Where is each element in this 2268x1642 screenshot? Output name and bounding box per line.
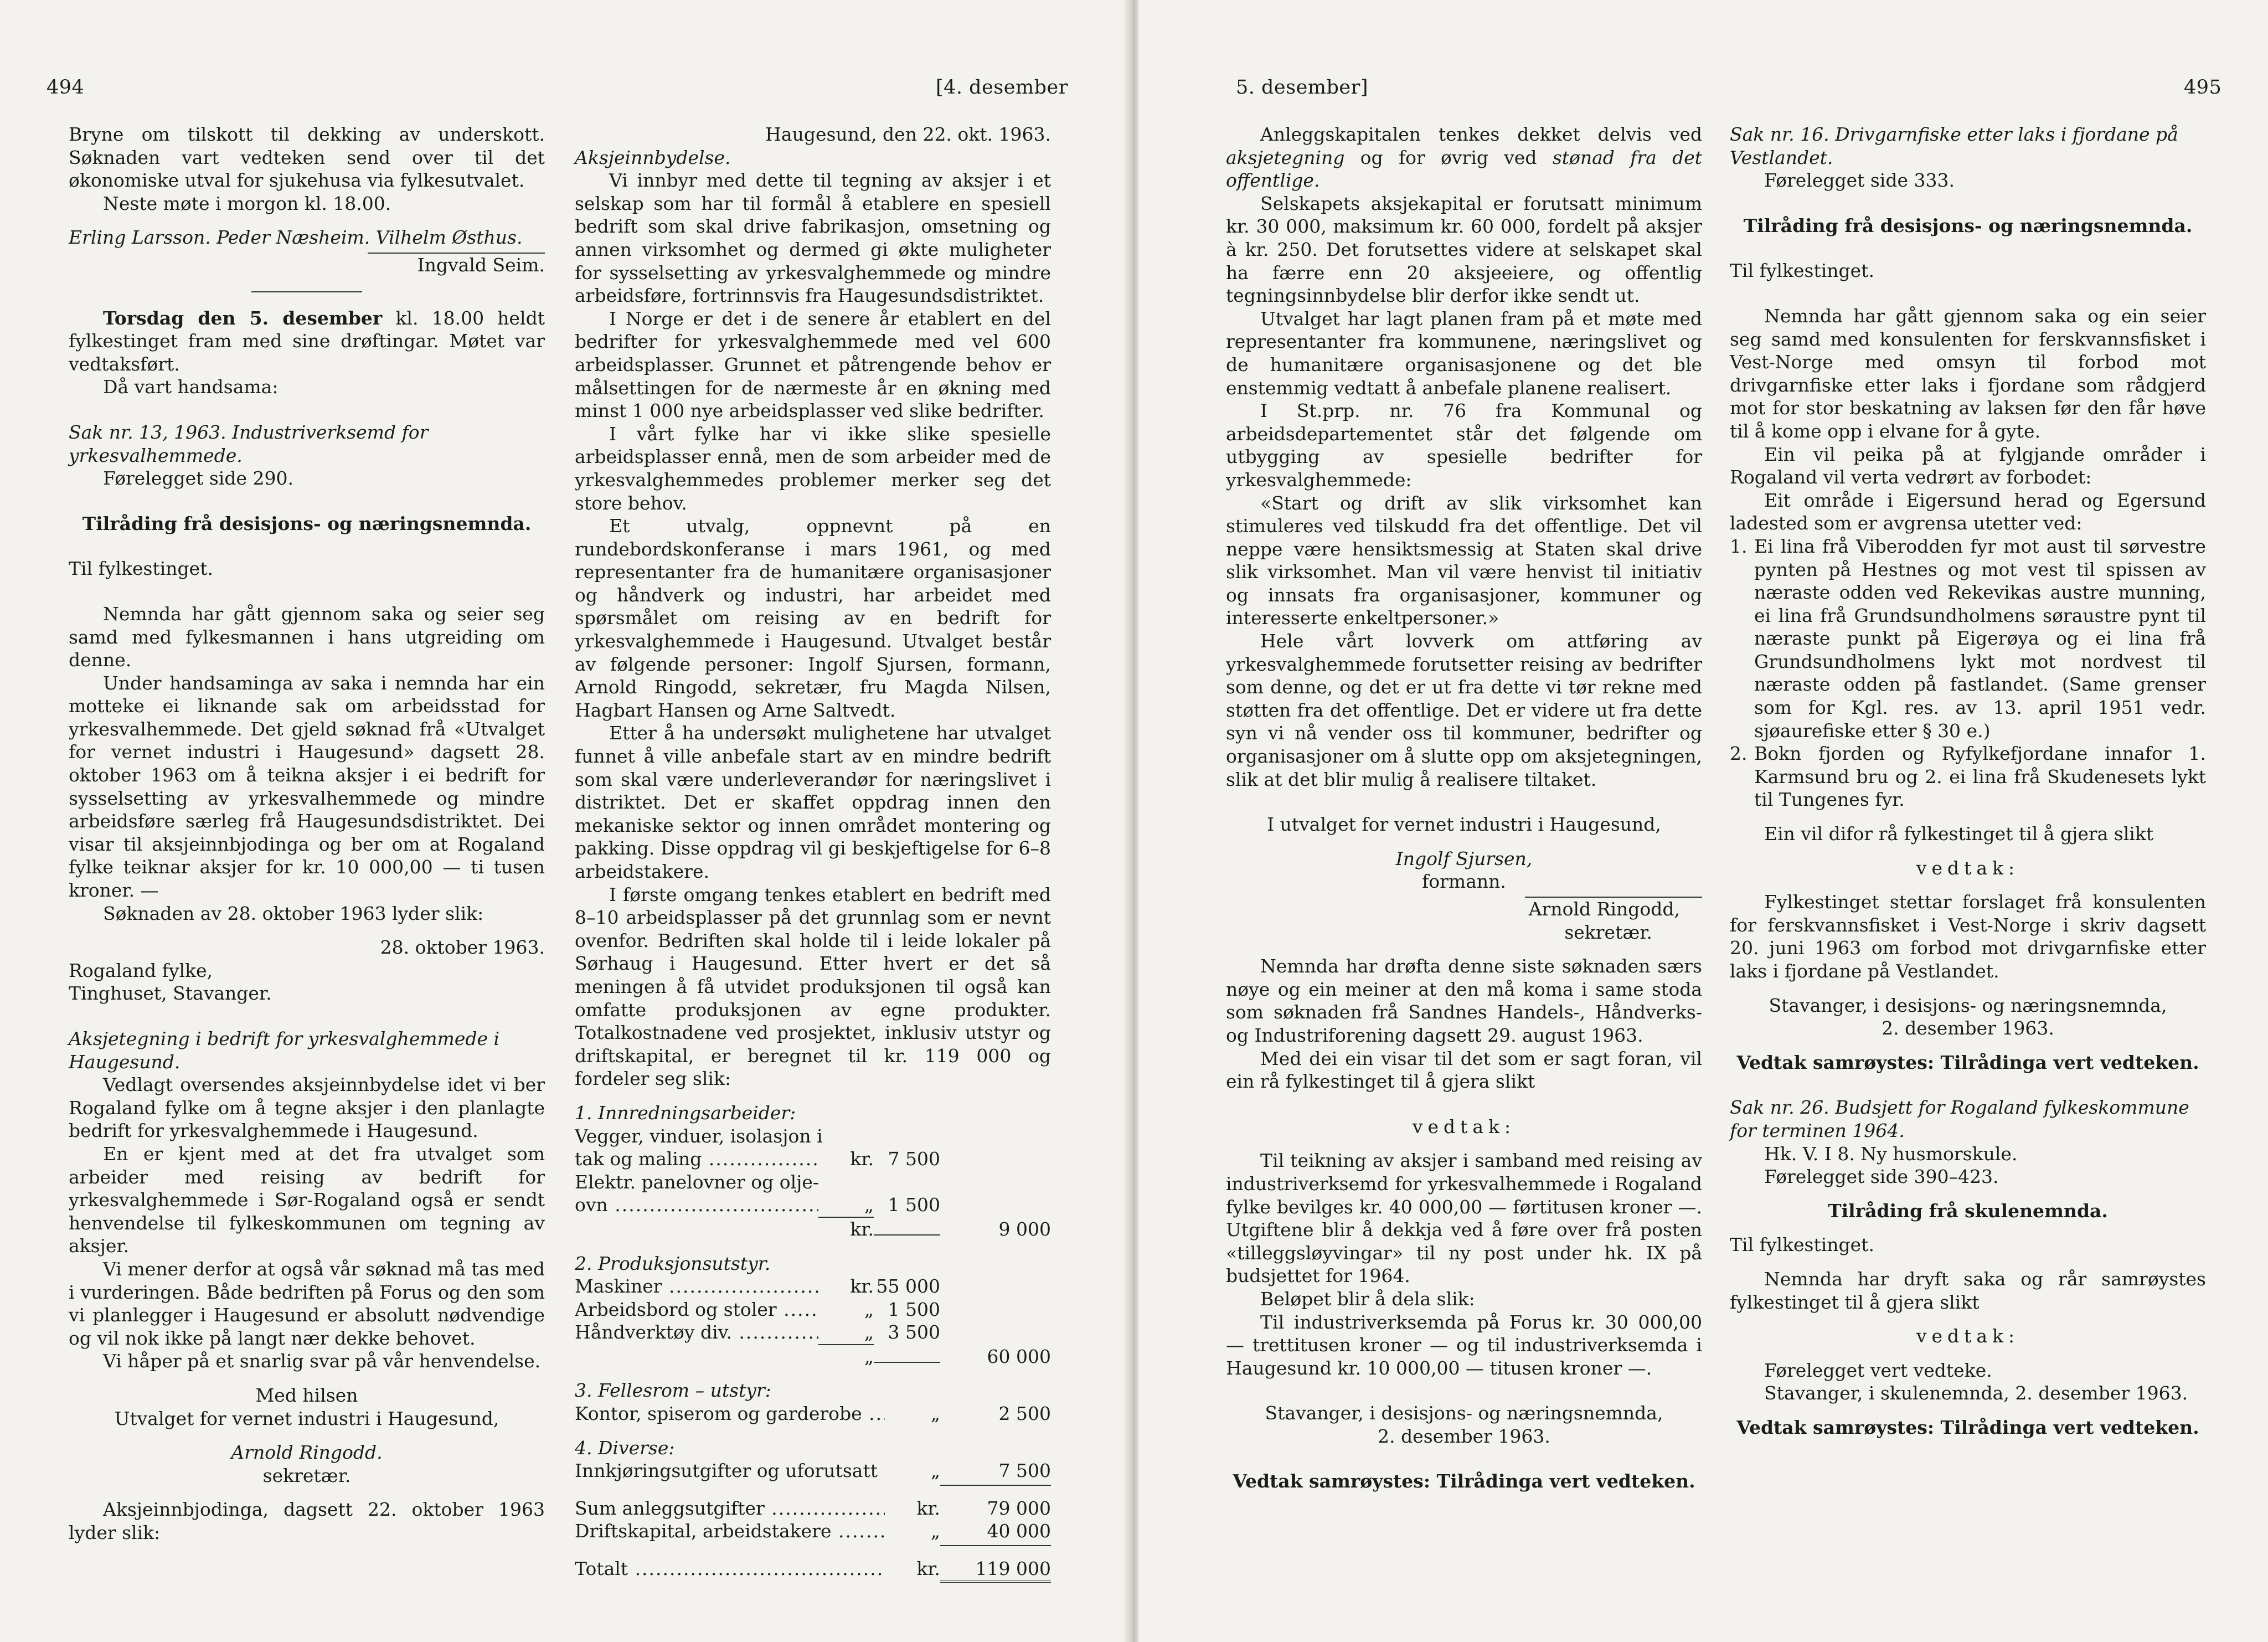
cost-row: Maskiner ..... kr. 55 000 [575,1275,1051,1298]
paragraph: Nemnda har gått gjennom saka og seier seg samd med fylkesmannen i hans utgreiding om denne. [69,603,545,671]
place-line: Stavanger, i desisjons- og næringsnemnda, [1265,1402,1663,1424]
paragraph: Ein vil difor rå fylkestinget til å gjera slikt [1764,823,2154,845]
paragraph: Til industriverksemda på Forus kr. 30 000,00 — trettitusen kroner — og til industriverksemda i Haugesund kr. 10 000,00 — titusen kroner —. [1226,1311,1702,1379]
section-heading: Tilråding frå desisjons- og næringsnemnda. [82,512,532,534]
divider [251,291,362,292]
addressee: Til fylkestinget. [69,558,213,580]
paragraph: Neste møte i morgon kl. 18.00. [103,192,391,214]
signature-role: formann. [1422,871,1506,893]
cost-row: Innkjøringsutgifter og uforutsatt ..... „ 7 500 [575,1459,1051,1483]
paragraph: Fylkestinget stettar forslaget frå konsulenten for ferskvannsfisket i Vest-Norge i skriv dagsett 20. juni 1963 om forbod mot drivgarnfiske etter laks i fjordane på Vestlandet. [1730,891,2206,982]
greeting: Med hilsen [255,1384,358,1406]
paragraph: Anleggskapitalen tenkes dekket delvis ved aksjetegning og for øvrig ved stønad fra det offentlige. [1226,123,1702,192]
right-page [1138,0,2268,1642]
reference: Førelegget side 333. [1764,169,1955,192]
addressee: Til fylkestinget. [1730,1234,1874,1256]
signer: Ingvald Seim. [417,254,545,276]
case-title: Sak nr. 16. Drivgarnfiske etter laks i fjordane på Vestlandet. [1730,123,2178,168]
right-column-2 [1730,123,2206,1439]
paragraph: Under handsaminga av saka i nemnda har ein motteke ei liknande sak om arbeidsstad for yrkesvalhemmede. Det gjeld søknad frå «Utvalget for vernet industri i Haugesund» dagsett 28. oktober 1963 om å teikna aksjer i ei bedrift for sysselsetting av yrkesvalhemmede og mindre arbeidsføre særleg frå Haugesundsdistriktet. Dei visar til aksjeinnbjodinga og ber om at Rogaland fylke teiknar aksjer for kr. 10 000,00 — ti tusen kroner. — [69,672,545,902]
signature-name: Arnold Ringodd. [231,1442,383,1464]
date-line: 2. desember 1963. [1882,1017,2054,1039]
date-line: 2. desember 1963. [1378,1425,1550,1447]
left-column-2 [575,123,1051,1583]
paragraph: Då vart handsama: [103,376,279,398]
paragraph: Beløpet blir å dela slik: [1260,1288,1475,1310]
paragraph: Vi håper på et snarlig svar på vår henvendelse. [103,1350,541,1372]
divider [575,1543,1051,1546]
address-line: Rogaland fylke, [69,959,213,981]
paragraph: I Norge er det i de senere år etablert en del bedrifter for yrkesvalghemmede med vel 600 arbeidsplasser. Grunnet et påtrengende behov er målsettingen for de nærmeste år en økning med minst 1 000 nye arbeidsplasser ved slike bedrifter. [575,307,1051,422]
cost-section-title: 3. Fellesrom – utstyr: [575,1380,771,1402]
adoption-line: Vedtak samrøystes: Tilrådinga vert vedteken. [1736,1416,2199,1438]
place-line: Stavanger, i skulenemnda, 2. desember 1963. [1764,1382,2188,1404]
signers: Erling Larsson. Peder Næsheim. Vilhelm Østhus. [69,227,523,249]
letter-subject: Aksjetegning i bedrift for yrkesvalghemmede i Haugesund. [69,1028,500,1073]
page-number-right: 495 [2184,76,2222,99]
section-heading: Tilråding frå desisjons- og næringsnemnda. [1743,214,2193,236]
cost-subtotal: kr. 9 000 [575,1217,1051,1241]
paragraph: Vi innbyr med dette til tegning av aksjer i et selskap som har til formål å etablere en spesiell bedrift som skal drive fabrikasjon, omsetning og annen virksomhet og dermed gi økte muligheter for sysselsetting av yrkesvalghemmede og mindre arbeidsføre, fortrinnsvis fra Haugesundsdistriktet. [575,169,1051,307]
left-page [0,0,1130,1642]
paragraph: I første omgang tenkes etablert en bedrift med 8–10 arbeidsplasser på det grunnlag som er nevnt ovenfor. Bedriften skal holde til i leide lokaler på Sørhaug i Haugesund. Etter hvert er det så meningen å få utvidet produksjonen til også kan omfatte produksjonen av egne produkter. Totalkostnadene ved prosjektet, inklusiv utstyr og driftskapital, er beregnet til kr. 119 000 og fordeler seg slik: [575,883,1051,1090]
budget-chapter: Hk. V. I 8. Ny husmorskule. [1764,1142,2018,1165]
paragraph: Vi mener derfor at også vår søknad må tas med i vurderingen. Både bedriften på Forus og den som vi planlegger i Haugesund er absolutt nødvendige og vil nok ikke på langt nær dekke behovet. [69,1258,545,1349]
paragraph: Et utvalg, oppnevnt på en rundebordskonferanse i mars 1961, og med representanter fra de humanitære organisasjoner og håndverk og industri, har arbeidet med spørsmålet om reising av en bedrift for yrkesvalghemmede i Haugesund. Utvalget består av følgende personer: Ingolf Sjursen, formann, Arnold Ringodd, sekretær, fru Magda Nilsen, Hagbart Hansen og Arne Saltvedt. [575,515,1051,721]
vedtak-heading: vedtak: [1916,857,2020,879]
cost-row: ovn ..... „ 1 500 [575,1193,1051,1217]
divider [575,1483,1051,1486]
paragraph: Vedlagt oversendes aksjeinnbydelse idet vi ber Rogaland fylke om å tegne aksjer i den planlagte bedrift for yrkesvalghemmede i Haugesund. [69,1074,545,1142]
list-item: 2. Bokn fjorden og Ryfylkefjordane innafor 1. Karmsund bru og 2. ei lina frå Skudenesets lykt til Tungenes fyr. [1730,743,2206,811]
cost-section-title: 4. Diverse: [575,1437,675,1459]
running-head-right: 5. desember] [1236,76,1369,99]
cost-table [575,1101,1051,1583]
paragraph: Etter å ha undersøkt mulighetene har utvalget funnet å ville anbefale start av en mindre bedrift som skal være underleverandør for næringslivet i distriktet. Det er skaffet oppdrag innen den mekaniske sektor og innen området montering og pakking. Disse oppdrag vil gi beskjeftigelse for 6–8 arbeidstakere. [575,722,1051,882]
paragraph: Eit område i Eigersund herad og Egersund ladested som er avgrensa utetter ved: [1730,489,2206,534]
paragraph: Førelegget vert vedteke. [1764,1359,1992,1381]
cost-total-row: Totalt ..... kr. 119 000 [575,1557,1051,1583]
right-column-1 [1226,123,1702,1493]
left-column-1 [69,123,545,1544]
cost-row: Kontor, spiserom og garderobe ..... „ 2 500 [575,1402,1051,1425]
paragraph: I St.prp. nr. 76 fra Kommunal og arbeidsdepartementet står det følgende om utbygging av spesielle bedrifter for yrkesvalghemmede: [1226,400,1702,491]
cost-row: Arbeidsbord og stoler ..... „ 1 500 [575,1298,1051,1321]
paragraph: Selskapets aksjekapital er forutsatt minimum kr. 30 000, maksimum kr. 60 000, fordelt på aksjer à kr. 250. Det forutsettes videre at selskapet skal ha færre enn 20 aksjeeiere, og offentlig tegningsinnbydelse blir derfor ikke sendt ut. [1226,192,1702,307]
signature-name: Arnold Ringodd, [1528,898,1680,920]
vedtak-heading: vedtak: [1412,1115,1516,1137]
cost-row: tak og maling ..... kr. 7 500 [575,1147,1051,1171]
place-line: Stavanger, i desisjons- og næringsnemnda, [1769,994,2167,1016]
paragraph: En er kjent med at det fra utvalget som arbeider med reising av bedrift for yrkesvalghemmede i Sør-Rogaland også er sendt henvendelse til fylkeskommunen om tegning av aksjer. [69,1142,545,1257]
cost-section-title: 2. Produksjonsutstyr. [575,1252,771,1274]
section-heading: Tilråding frå skulenemnda. [1828,1200,2108,1222]
addressee: Til fylkestinget. [1730,260,1874,282]
paragraph: Hele vårt lovverk om attføring av yrkesvalghemmede forutsetter reising av bedrifter som denne, og det er ut fra dette vi tør rekne med støtten fra det offentlige. Det er videre ut fra dette syn vi nå vender oss til kommuner, bedrifter og organisasjoner om å slutte opp om aksjetegningen, slik at det blir mulig å realisere tiltaket. [1226,630,1702,790]
cost-line: Vegger, vinduer, isolasjon i [575,1125,823,1147]
cost-subtotal: „ 60 000 [575,1344,1051,1368]
adoption-line: Vedtak samrøystes: Tilrådinga vert vedteken. [1233,1470,1695,1492]
letter-subject: Aksjeinnbydelse. [575,146,731,168]
paragraph: Ein vil peika på at fylgjande områder i Rogaland vil verta vedrørt av forbodet: [1730,443,2206,488]
cost-sum-row: Sum anleggsutgifter ..... kr. 79 000 [575,1497,1051,1520]
vedtak-heading: vedtak: [1916,1325,2020,1347]
paragraph: Til teikning av aksjer i samband med reising av industriverksemd for yrkesvalhemmede i Rogaland fylke bevilges kr. 40 000,00 — førtitusen kroner —. Utgiftene blir å dekkja ved å føre over frå posten «tilleggsløyvingar» til ny post under hk. IX på budsjettet for 1964. [1226,1150,1702,1287]
organization: I utvalget for vernet industri i Haugesund, [1267,814,1661,836]
page-number-left: 494 [47,76,85,99]
signature-name: Ingolf Sjursen, [1395,847,1533,869]
quote: «Start og drift av slik virksomhet kan stimuleres ved tilskudd fra det offentlige. Det vil neppe være hensiktsmessig at Staten skal drive slik virksomhet. Man vil være henvist til initiativ og innsats fra organisasjoner, kommuner og interesserte enkeltpersoner.» [1226,492,1702,629]
meeting-date: Torsdag den 5. desember [103,307,383,329]
paragraph: Nemnda har gått gjennom saka og ein seier seg samd med konsulenten for ferskvannsfisket i Vest-Norge med omsyn til forbod mot drivgarnfiske etter laks i fjordane som rådgjerd mot for stor beskatning av laksen før den får høve til å kome opp i elvane for å gyte. [1730,305,2206,442]
paragraph: Nemnda har drøfta denne siste søknaden særs nøye og ein meiner at den må koma i same stoda som søknaden frå Sandnes Handels-, Håndverks- og Industriforening dagsett 29. august 1963. [1226,955,1702,1046]
paragraph: Bryne om tilskott til dekking av underskott. Søknaden vart vedteken send over til det økonomiske utval for sjukehusa via fylkesutvalet. [69,123,545,192]
cost-row: Håndverktøy div. ..... „ 3 500 [575,1321,1051,1344]
paragraph: Med dei ein visar til det som er sagt foran, vil ein rå fylkestinget til å gjera slikt [1226,1047,1702,1093]
cost-line: Elektr. panelovner og olje- [575,1171,819,1193]
address-line: Tinghuset, Stavanger. [69,982,272,1005]
organization: Utvalget for vernet industri i Haugesund, [114,1407,499,1429]
signature-role: sekretær. [1564,921,1652,943]
paragraph: Utvalget har lagt planen fram på et møte med representanter fra kommunene, næringslivet og de humanitære organisasjonene og det ble enstemmig vedtatt å anbefale planene realisert. [1226,307,1702,399]
list-item: 1. Ei lina frå Viberodden fyr mot aust til sørvestre pynten på Hestnes og mot vest til spissen av næraste odden ved Rekevikas austre munning, ei lina frå Grundsundholmens søraustre pynt til næraste punkt på Eigerøya og ei lina frå Grundsundholmens lykt mot nordvest til næraste odden på fastlandet. (Same grenser som for Kgl. res. av 13. april 1951 vedr. sjøaurefiske etter § 30 e.) [1730,535,2206,742]
paragraph: Søknaden av 28. oktober 1963 lyder slik: [103,902,484,924]
running-head-left: [4. desember [936,76,1069,99]
paragraph: Nemnda har dryft saka og rår samrøystes fylkestinget til å gjera slikt [1730,1268,2206,1313]
cost-section-title: 1. Innredningsarbeider: [575,1101,796,1124]
cost-sum-row: Driftskapital, arbeidstakere ..... „ 40 000 [575,1520,1051,1543]
reference: Førelegget side 390–423. [1764,1166,1999,1188]
signature-role: sekretær. [262,1464,351,1486]
letter-date: 28. oktober 1963. [380,936,545,959]
meeting-paragraph: Torsdag den 5. desember kl. 18.00 heldt fylkestinget fram med sine drøftingar. Møtet var vedtaksført. [69,307,545,375]
paragraph: Aksjeinnbjodinga, dagsett 22. oktober 1963 lyder slik: [69,1499,545,1543]
paragraph: I vårt fylke har vi ikke slike spesielle arbeidsplasser ennå, men de som arbeider med de yrkesvalghemmedes problemer merker seg det store behov. [575,423,1051,514]
reference: Førelegget side 290. [103,467,293,490]
case-title: Sak nr. 26. Budsjett for Rogaland fylkeskommune for terminen 1964. [1730,1097,2189,1141]
case-title: Sak nr. 13, 1963. Industriverksemd for yrkesvalhemmede. [69,421,429,466]
letter-date: Haugesund, den 22. okt. 1963. [765,123,1051,145]
adoption-line: Vedtak samrøystes: Tilrådinga vert vedteken. [1736,1051,2199,1073]
